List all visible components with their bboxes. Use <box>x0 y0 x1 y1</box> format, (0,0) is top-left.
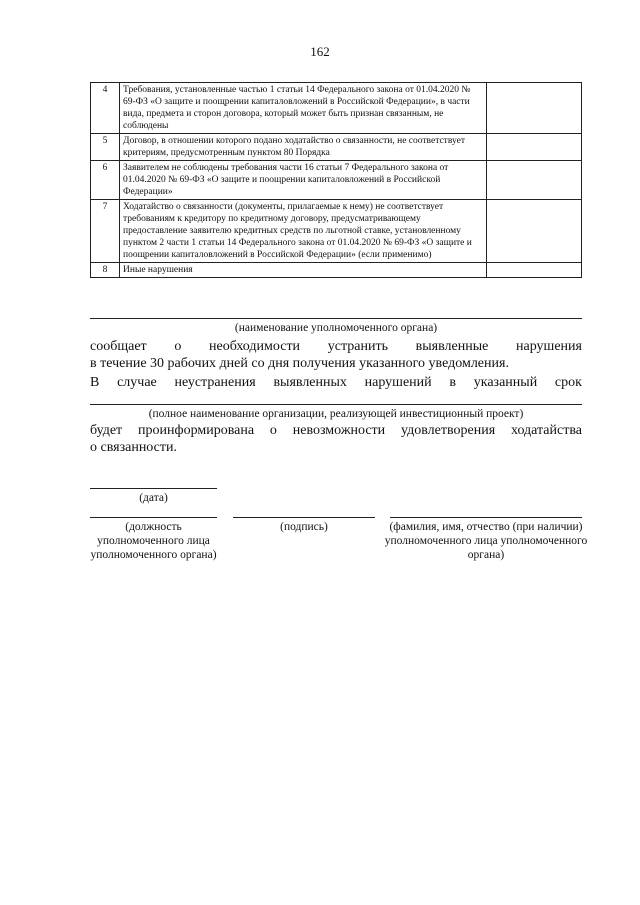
word: проинформирована <box>138 423 255 438</box>
word: неустранения <box>174 375 256 390</box>
word: необходимости <box>209 339 301 354</box>
date-line <box>90 488 217 489</box>
word: ходатайства <box>510 423 582 438</box>
paragraph-3-line-1 <box>90 422 582 439</box>
table-row <box>91 263 582 278</box>
table-row <box>91 83 582 134</box>
page-number: 162 <box>310 44 330 59</box>
row-text: Ходатайство о связанности (документы, прилагаемые к нему) не соответствует требованиям к кредитору по кредитному договору, предусматривающему предоставление заявителю кредитных средств по льготной ставке, установленному пунктом 2 части 1 статьи 14 Федерального закона от 01.04.2020 № 69-ФЗ «О защите и поощрении капиталовложений в Российской Федерации» (если применимо) <box>120 200 487 263</box>
paragraph-2-line-1 <box>90 374 582 391</box>
word: невозможности <box>292 423 386 438</box>
position-caption: (должность уполномоченного лица уполномоченного органа) <box>90 521 217 561</box>
organization-name-caption: (полное наименование организации, реализующей инвестиционный проект) <box>148 408 524 420</box>
row-text: Заявителем не соблюдены требования части 16 статьи 7 Федерального закона от 01.04.2020 № 69-ФЗ «О защите и поощрении капиталовложений в Российской Федерации» <box>120 161 487 200</box>
organization-name-line <box>90 404 582 405</box>
word: о <box>174 339 182 354</box>
signature-caption: (подпись) <box>280 521 328 533</box>
row-number: 8 <box>91 263 120 278</box>
row-blank-cell <box>487 161 582 200</box>
fio-caption: (фамилия, имя, отчество (при наличии) уполномоченного лица уполномоченного органа) <box>384 521 588 561</box>
paragraph-1-line-1 <box>90 338 582 355</box>
row-number: 5 <box>91 134 120 161</box>
word: В <box>90 375 100 390</box>
table-row <box>91 161 582 200</box>
word: будет <box>90 423 123 438</box>
word: удовлетворения <box>401 423 496 438</box>
row-number: 6 <box>91 161 120 200</box>
word: нарушения <box>516 339 582 354</box>
table-row <box>91 200 582 263</box>
row-blank-cell <box>487 200 582 263</box>
row-blank-cell <box>487 134 582 161</box>
word: выявленные <box>415 339 489 354</box>
violations-table <box>90 82 582 278</box>
organ-name-caption: (наименование уполномоченного органа) <box>234 322 438 334</box>
word: указанный <box>473 375 538 390</box>
word: в <box>449 375 457 390</box>
row-blank-cell <box>487 83 582 134</box>
row-text: Иные нарушения <box>120 263 487 278</box>
organ-name-line <box>90 318 582 319</box>
word: устранить <box>327 339 388 354</box>
row-number: 4 <box>91 83 120 134</box>
word: срок <box>554 375 582 390</box>
table-row <box>91 134 582 161</box>
signature-line <box>233 517 375 518</box>
paragraph-1-line-2: в течение 30 рабочих дней со дня получения указанного уведомления. <box>90 356 509 371</box>
word: сообщает <box>90 339 147 354</box>
paragraph-3-line-2: о связанности. <box>90 440 177 455</box>
word: случае <box>117 375 157 390</box>
date-caption: (дата) <box>139 492 168 504</box>
row-number: 7 <box>91 200 120 263</box>
position-line <box>90 517 217 518</box>
fio-line <box>390 517 582 518</box>
row-text: Договор, в отношении которого подано ходатайство о связанности, не соответствует критериям, предусмотренным пунктом 80 Порядка <box>120 134 487 161</box>
row-blank-cell <box>487 263 582 278</box>
word: выявленных <box>273 375 347 390</box>
word: о <box>269 423 277 438</box>
word: нарушений <box>364 375 432 390</box>
row-text: Требования, установленные частью 1 статьи 14 Федерального закона от 01.04.2020 № 69-ФЗ «О защите и поощрении капиталовложений в Российской Федерации», в части вида, предмета и сторон договора, который может быть признан связанным, не соблюдены <box>120 83 487 134</box>
